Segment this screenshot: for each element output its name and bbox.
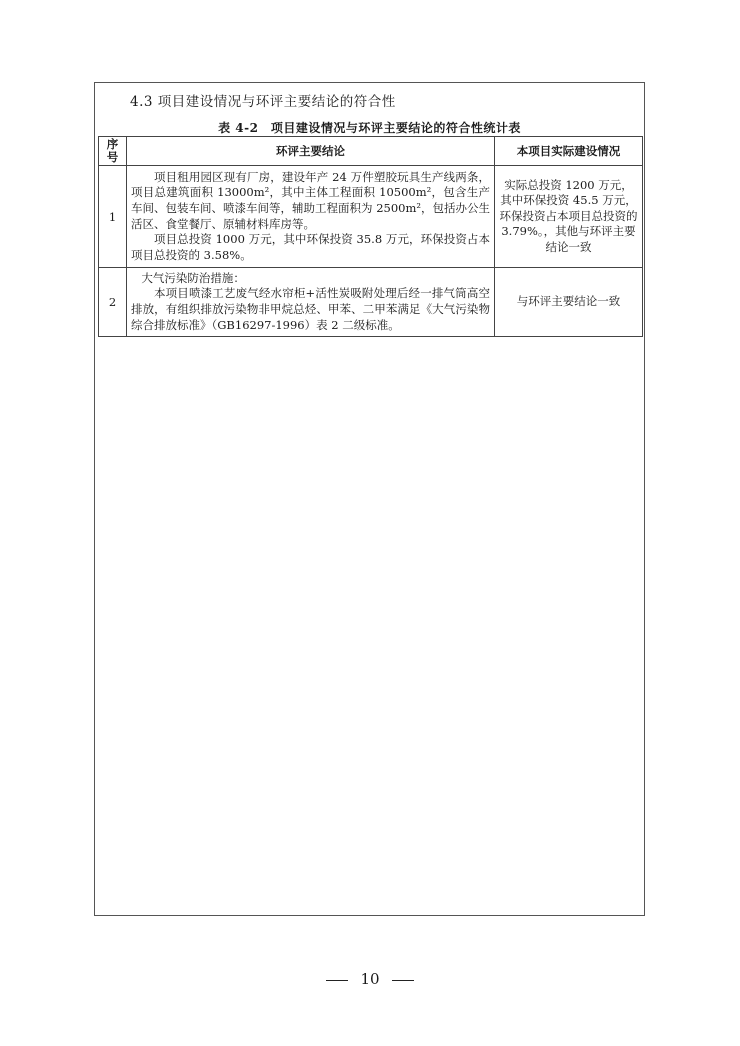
conformity-table <box>98 136 643 337</box>
page-footer <box>0 970 740 988</box>
table-header-row <box>99 137 643 166</box>
conclusion-title: 大气污染防治措施： <box>141 270 245 285</box>
page-number: 10 <box>360 970 380 988</box>
table-row <box>99 166 643 268</box>
actual-cell: 实际总投资 1200 万元，其中环保投资 45.5 万元，环保投资占本项目总投资的 3.79%。，其他与环评主要结论一致 <box>495 166 643 268</box>
row-number: 1 <box>99 166 127 268</box>
table-caption: 表 4-2 项目建设情况与环评主要结论的符合性统计表 <box>218 121 521 135</box>
header-conclusion: 环评主要结论 <box>127 137 495 166</box>
header-actual: 本项目实际建设情况 <box>495 137 643 166</box>
header-number: 序号 <box>99 137 127 166</box>
conclusion-cell <box>127 166 495 268</box>
page-number-dash-left <box>326 980 348 981</box>
conclusion-cell <box>127 268 495 337</box>
conclusion-paragraph: 本项目喷漆工艺废气经水帘柜+活性炭吸附处理后经一排气筒高空排放，有组织排放污染物非甲烷总烃、甲苯、二甲苯满足《大气污染物综合排放标准》（GB16297-1996）表 2 二级标准。 <box>131 286 490 332</box>
row-number: 2 <box>99 268 127 337</box>
conclusion-paragraph: 项目总投资 1000 万元，其中环保投资 35.8 万元，环保投资占本项目总投资的 3.58%。 <box>131 232 490 262</box>
conclusion-paragraph: 项目租用园区现有厂房，建设年产 24 万件塑胶玩具生产线两条，项目总建筑面积 13000m²，其中主体工程面积 10500m²，包含生产车间、包装车间、喷漆车间等，辅助工程面积为 2500m²，包括办公生活区、食堂餐厅、原辅材料库房等。 <box>131 169 490 231</box>
actual-cell: 与环评主要结论一致 <box>495 268 643 337</box>
page-number-dash-right <box>392 980 414 981</box>
section-heading: 4.3 项目建设情况与环评主要结论的符合性 <box>130 94 396 110</box>
table-row <box>99 268 643 337</box>
